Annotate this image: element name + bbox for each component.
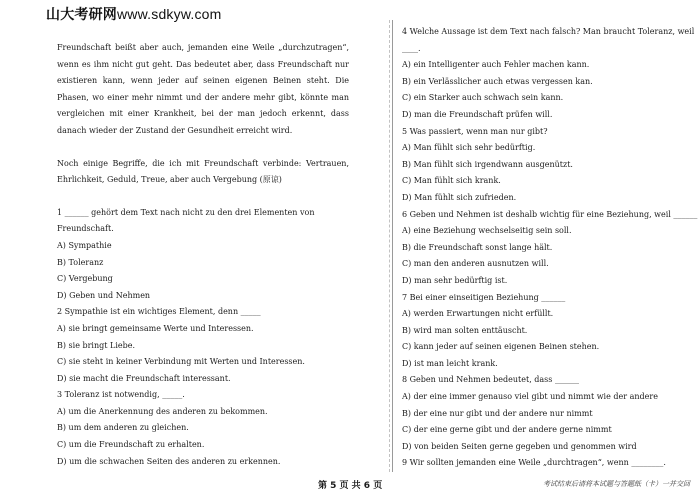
question-line: D) um die schwachen Seiten des anderen zu erkennen.	[57, 456, 281, 466]
question-line: A) eine Beziehung wechselseitig sein soll.	[402, 226, 572, 236]
question-line: A) der eine immer genauso viel gibt und nimmt wie der andere	[402, 392, 658, 402]
question-line: 8 Geben und Nehmen bedeutet, dass ______	[402, 375, 579, 385]
question-line: B) die Freundschaft sonst lange hält.	[402, 242, 553, 252]
question-line: B) Toleranz	[57, 257, 104, 267]
question-line: D) man die Freundschaft prüfen will.	[402, 109, 553, 119]
question-line: C) ein Starker auch schwach sein kann.	[402, 93, 564, 103]
question-line: A) Sympathie	[57, 240, 112, 250]
page-number: 第 5 页 共 6 页	[318, 481, 383, 491]
question-line: C) der eine gerne gibt und der andere gerne nimmt	[402, 425, 612, 435]
question-line: 1 ______ gehört dem Text nach nicht zu den drei Elementen von	[57, 207, 315, 217]
question-line: 3 Toleranz ist notwendig, _____.	[57, 390, 185, 400]
question-line: C) Vergebung	[57, 274, 113, 284]
site-brand: 山大考研网	[46, 7, 117, 23]
question-line: C) sie steht in keiner Verbindung mit Werten und Interessen.	[57, 357, 305, 367]
question-line: 2 Sympathie ist ein wichtiges Element, denn _____	[57, 307, 261, 317]
question-line: D) Man fühlt sich zufrieden.	[402, 192, 517, 202]
question-line: Freundschaft.	[57, 224, 114, 234]
question-line: B) der eine nur gibt und der andere nur nimmt	[402, 408, 593, 418]
question-line: A) Man fühlt sich sehr bedürftig.	[402, 143, 536, 153]
question-line: C) kann jeder auf seinen eigenen Beinen stehen.	[402, 342, 600, 352]
question-line: 4 Welche Aussage ist dem Text nach falsch? Man braucht Toleranz, weil	[402, 27, 695, 36]
question-line: C) man den anderen ausnutzen will.	[402, 259, 549, 269]
column-divider	[392, 20, 393, 472]
right-question-list	[402, 24, 698, 472]
left-question-list	[57, 205, 349, 471]
question-line: B) wird man solten enttäuscht.	[402, 325, 528, 335]
site-url[interactable]: www.sdkyw.com	[117, 6, 222, 22]
question-line: ____.	[402, 43, 421, 53]
question-line: 7 Bei einer einseitigen Beziehung ______	[402, 292, 566, 302]
question-line: D) Geben und Nehmen	[57, 290, 151, 300]
question-line: B) ein Verlässlicher auch etwas vergessen kan.	[402, 76, 593, 86]
concepts-paragraph: Noch einige Begriffe, die ich mit Freundschaft verbinde: Vertrauen, Ehrlichkeit, Geduld, Treue, aber auch Vergebung (原谅)	[57, 158, 349, 185]
question-line: B) um dem anderen zu gleichen.	[57, 423, 189, 433]
question-line: A) um die Anerkennung des anderen zu bekommen.	[57, 406, 268, 416]
question-line: C) um die Freundschaft zu erhalten.	[57, 440, 205, 450]
intro-paragraph: Freundschaft beißt aber auch, jemanden eine Weile „durchzutragen“, wenn es ihm nicht gut geht. Das bedeutet aber, dass Freundschaft nur existieren kann, wenn jeder auf seinen eigenen Beinen steht. Die Phasen, wo einer mehr nimmt und der andere mehr gibt, könnte man vergleichen mit einer Krankheit, bei der man jedoch erkennt, dass danach wieder der Zustand der Gesundheit erreicht wird.	[57, 43, 349, 135]
question-line: A) werden Erwartungen nicht erfüllt.	[402, 309, 554, 319]
question-line: C) Man fühlt sich krank.	[402, 176, 501, 186]
question-line: A) sie bringt gemeinsame Werte und Interessen.	[57, 323, 254, 333]
question-line: A) ein Intelligenter auch Fehler machen kann.	[402, 60, 590, 70]
question-line: D) sie macht die Freundschaft interessant.	[57, 373, 231, 383]
question-line: D) von beiden Seiten gerne gegeben und genommen wird	[402, 441, 637, 451]
right-column	[402, 24, 698, 472]
question-line: B) Man fühlt sich irgendwann ausgenützt.	[402, 159, 573, 169]
question-line: 5 Was passiert, wenn man nur gibt?	[402, 126, 548, 136]
question-line: B) sie bringt Liebe.	[57, 340, 136, 350]
question-line: D) ist man leicht krank.	[402, 358, 498, 368]
page-footer	[0, 474, 700, 496]
question-line: 9 Wir sollten jemanden eine Weile „durchtragen“, wenn ________.	[402, 458, 666, 468]
left-column	[57, 40, 349, 470]
question-line: 6 Geben und Nehmen ist deshalb wichtig für eine Beziehung, weil ______	[402, 209, 698, 219]
site-header	[46, 4, 222, 24]
question-line: D) man sehr bedürftig ist.	[402, 275, 508, 285]
footer-note: 考试结束后请将本试题与答题纸（卡）一并交回	[543, 480, 690, 488]
